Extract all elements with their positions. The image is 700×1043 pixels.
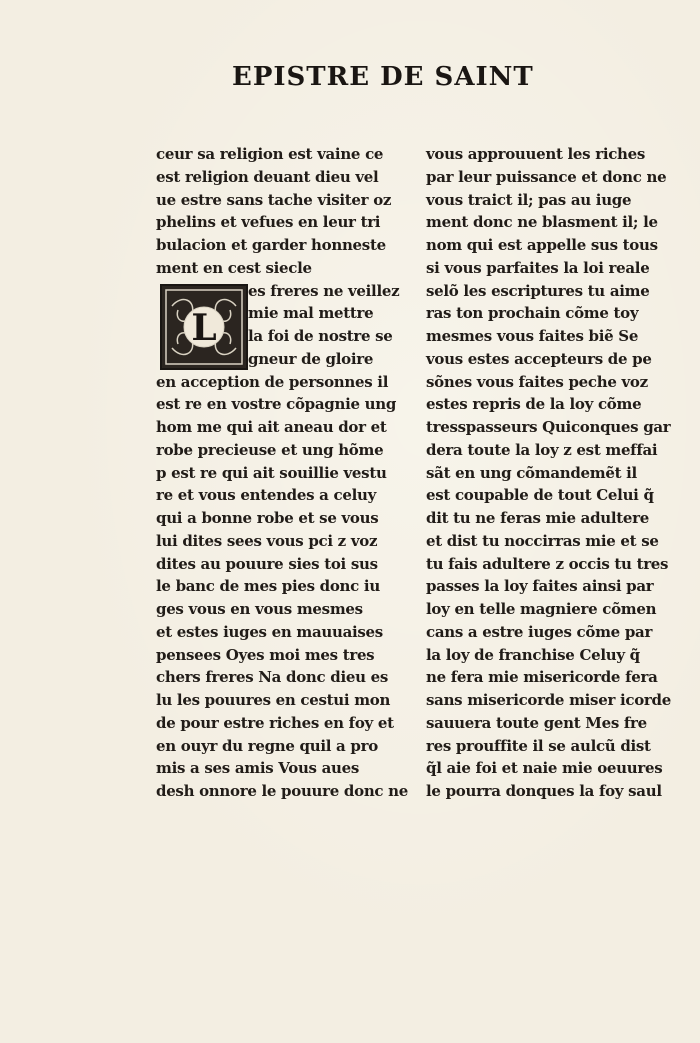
text-line: estes repris de la loy cõme [426,395,642,414]
text-line: par leur puissance et donc ne [426,167,667,186]
text-line: res prouffite il se aulcũ dist [426,736,651,755]
text-line: mesmes vous faites biẽ Se [426,327,639,345]
text-line: sauuera toute gent Mes fre [426,713,647,732]
text-line: la foi de nostre se [248,327,393,345]
initial-letter: L [191,307,217,349]
text-line: sans misericorde miser icorde [426,691,671,709]
text-line: lu les pouures en cestui mon [156,691,391,709]
text-line: passes la loy faites ainsi par [426,577,654,596]
text-line: en acception de personnes il [156,372,389,391]
text-line: vous estes accepteurs de pe [426,349,652,368]
text-line: loy en telle magniere cõmen [426,600,657,618]
text-line: ges vous en vous mesmes [156,600,363,618]
text-line: chers freres Na donc dieu es [156,668,389,687]
text-line: est re en vostre cõpagnie ung [156,395,397,414]
text-line: p est re qui ait souillie vestu [156,463,387,482]
text-line: vous approuuent les riches [426,145,646,163]
text-line: selõ les escriptures tu aime [426,281,650,300]
text-line: le pourra donques la foy saul [426,782,662,800]
text-line: de pour estre riches en foy et [156,713,394,732]
text-line: robe precieuse et ung hõme [156,440,384,459]
text-line: bulacion et garder honneste [156,236,386,254]
text-line: est coupable de tout Celui q̃ [426,486,654,505]
text-line: dites au pouure sies toi sus [156,554,378,573]
text-line: si vous parfaites la loi reale [426,258,650,277]
text-line: re et vous entendes a celuy [156,486,377,505]
text-column-left [156,143,409,803]
text-line: lui dites sees vous pci z voz [156,531,378,550]
text-line: gneur de gloire [248,349,374,368]
text-line: ras ton prochain cõme toy [426,304,639,323]
text-line: dit tu ne feras mie adultere [426,509,650,527]
text-line: ment donc ne blasment il; le [426,213,658,232]
running-head: EPISTRE DE SAINT [232,62,534,92]
text-line: la loy de franchise Celuy q̃ [426,645,640,664]
text-line: ne fera mie misericorde fera [426,668,658,687]
text-line: en ouyr du regne quil a pro [156,736,378,755]
text-line: sõnes vous faites peche voz [426,372,648,391]
text-line: qui a bonne robe et se vous [156,509,379,527]
text-line: est religion deuant dieu vel [156,167,379,186]
text-line: pensees Oyes moi mes tres [156,645,375,664]
text-line: tu fais adultere z occis tu tres [426,554,669,573]
text-line: sãt en ung cõmandemẽt il [426,463,637,482]
text-line: ceur sa religion est vaine ce [156,145,384,163]
text-line: phelins et vefues en leur tri [156,213,381,232]
text-line: et dist tu noccirras mie et se [426,531,659,550]
text-column-right [426,143,671,803]
text-line: le banc de mes pies donc iu [156,577,380,596]
text-line: ment en cest siecle [156,258,312,277]
text-line: et estes iuges en mauuaises [156,622,383,641]
text-line: cans a estre iuges cõme par [426,622,653,641]
text-line: vous traict il; pas au iuge [426,190,632,209]
text-line: nom qui est appelle sus tous [426,236,658,254]
text-line: dera toute la loy z est meffai [426,440,658,459]
text-line: ue estre sans tache visiter oz [156,190,392,209]
text-line: es freres ne veillez [248,281,400,300]
text-line: mie mal mettre [248,304,374,323]
text-line: q̃l aie foi et naie mie oeuures [426,759,663,778]
text-line: tresspasseurs Quiconques gar [426,418,671,436]
text-line: hom me qui ait aneau dor et [156,418,387,436]
text-line: desh onnore le pouure donc ne [156,782,409,800]
text-line: mis a ses amis Vous aues [156,759,360,778]
